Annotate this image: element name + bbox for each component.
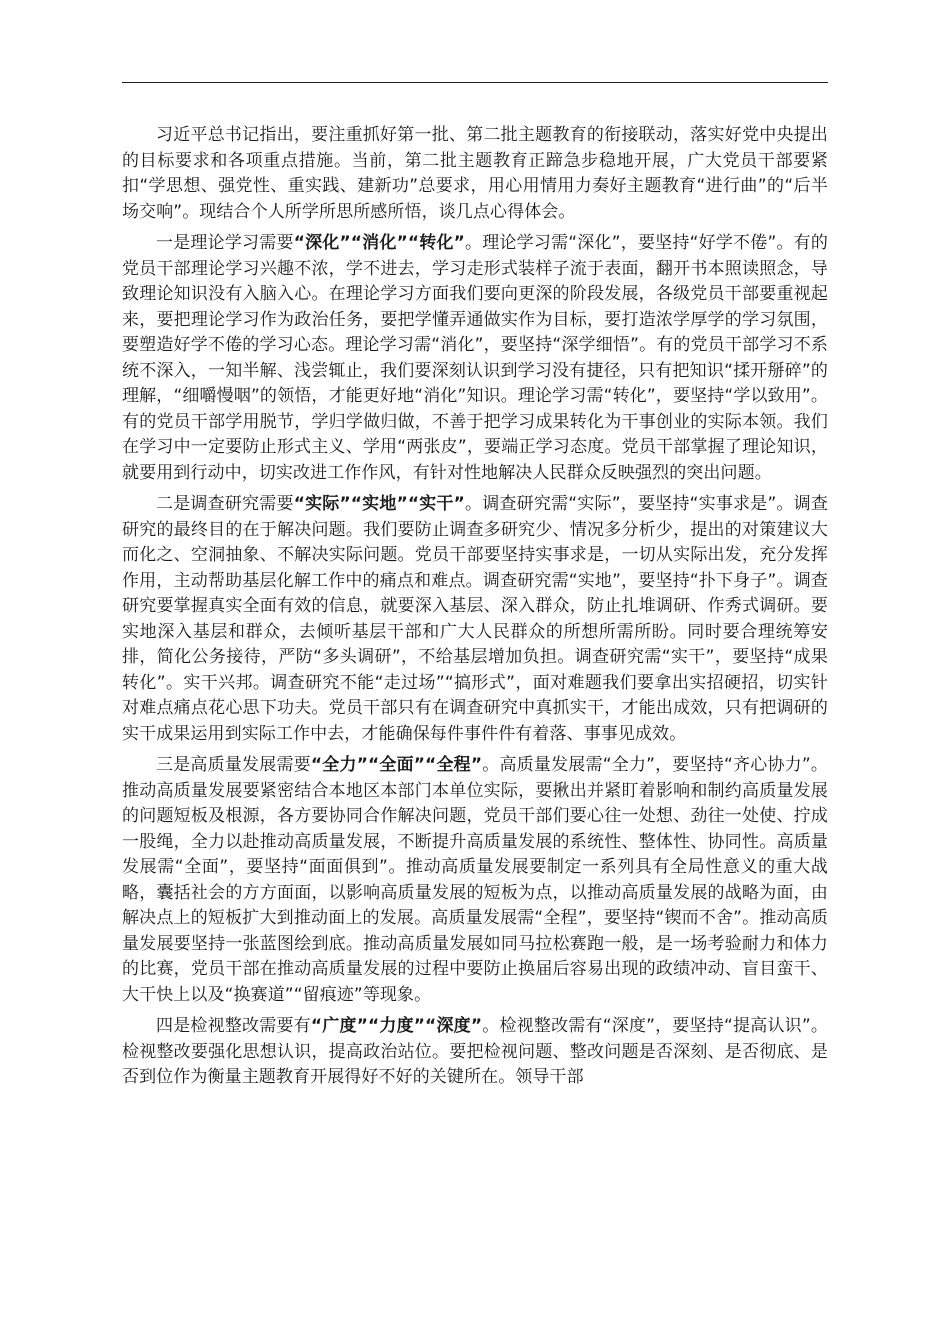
paragraph-body: 。调查研究需“实际”，要坚持“实事求是”。调查研究的最终目的在于解决问题。我们要防止调查多研究少、情况多分析少，提出的对策建议大而化之、空洞抽象、不解决实际问题。党员干部要坚持实事求是，一切从实际出发，充分发挥作用，主动帮助基层化解工作中的痛点和难点。调查研究需“实地”，要坚持“扑下身子”。调查研究要掌握真实全面有效的信息，就要深入基层、深入群众，防止扎堆调研、作秀式调研。要实地深入基层和群众，去倾听基层干部和广大人民群众的所想所需所盼。同时要合理统筹安排，简化公务接待，严防“多头调研”，不给基层增加负担。调查研究需“实干”，要坚持“成果转化”。实干兴邦。调查研究不能“走过场”“搞形式”，面对难题我们要拿出实招硬招，切实针对难点痛点花心思下功夫。党员干部只有在调查研究中真抓实干，才能出成效，只有把调研的实干成果运用到实际工作中去，才能确保每件事件件有着落、事事见成效。: [122, 494, 828, 744]
header-rule: [122, 82, 828, 83]
paragraph-lead: 三是高质量发展需要: [156, 755, 311, 775]
paragraph-keywords: “全力”“全面”“全程”: [310, 755, 483, 775]
paragraph-body: 。高质量发展需“全力”，要坚持“齐心协力”。推动高质量发展要紧密结合本地区本部门本单位实际，要揪出并紧盯着影响和制约高质量发展的问题短板及根源，各方要协同合作解决问题，党员干部们要心往一处想、劲往一处使、拧成一股绳，全力以赴推动高质量发展，不断提升高质量发展的系统性、整体性、协同性。高质量发展需“全面”，要坚持“面面俱到”。推动高质量发展要制定一系列具有全局性意义的重大战略，囊括社会的方方面面，以影响高质量发展的短板为点，以推动高质量发展的战略为面，由解决点上的短板扩大到推动面上的发展。高质量发展需“全程”，要坚持“锲而不舍”。推动高质量发展要坚持一张蓝图绘到底。推动高质量发展如同马拉松赛跑一般，是一场考验耐力和体力的比赛，党员干部在推动高质量发展的过程中要防止换届后容易出现的政绩冲动、盲目蛮干、大干快上以及“换赛道”“留痕迹”等现象。: [122, 755, 828, 1005]
document-body: [122, 123, 828, 1097]
paragraph-lead: 一是理论学习需要: [156, 233, 294, 253]
paragraph-body: 习近平总书记指出，要注重抓好第一批、第二批主题教育的衔接联动，落实好党中央提出的目标要求和各项重点措施。当前，第二批主题教育正蹄急步稳地开展，广大党员干部要紧扣“学思想、强党性、重实践、建新功”总要求，用心用情用力奏好主题教育“进行曲”的“后半场交响”。现结合个人所学所思所感所悟，谈几点心得体会。: [122, 125, 828, 222]
paragraph-keywords: “深化”“消化”“转化”: [293, 233, 465, 253]
paragraph-keywords: “广度”“力度”“深度”: [310, 1016, 483, 1036]
paragraph-lead: 四是检视整改需要有: [156, 1016, 311, 1036]
paragraph-rectification: [122, 1014, 828, 1091]
paragraph-body: 。理论学习需“深化”，要坚持“好学不倦”。有的党员干部理论学习兴趣不浓，学不进去，学习走形式装样子流于表面，翻开书本照读照念，导致理论知识没有入脑入心。在理论学习方面我们要向更深的阶段发展，各级党员干部要重视起来，要把理论学习作为政治任务，要把学懂弄通做实作为目标，要打造浓学厚学的学习氛围，要塑造好学不倦的学习心态。理论学习需“消化”，要坚持“深学细悟”。有的党员干部学习不系统不深入，一知半解、浅尝辄止，我们要深刻认识到学习没有捷径，只有把知识“揉开掰碎”的理解，“细嚼慢咽”的领悟，才能更好地“消化”知识。理论学习需“转化”，要坚持“学以致用”。有的党员干部学用脱节，学归学做归做，不善于把学习成果转化为干事创业的实际本领。我们在学习中一定要防止形式主义、学用“两张皮”，要端正学习态度。党员干部掌握了理论知识，就要用到行动中，切实改进工作作风，有针对性地解决人民群众反映强烈的突出问题。: [122, 233, 828, 483]
paragraph-development: [122, 753, 828, 1008]
paragraph-intro: [122, 123, 828, 225]
paragraph-body: 。检视整改需有“深度”，要坚持“提高认识”。检视整改要强化思想认识，提高政治站位。要把检视问题、整改问题是否深刻、是否彻底、是否到位作为衡量主题教育开展得好不好的关键所在。领导干部: [122, 1016, 828, 1087]
paragraph-theory-study: [122, 231, 828, 486]
paragraph-keywords: “实际”“实地”“实干”: [293, 494, 465, 514]
paragraph-research: [122, 492, 828, 747]
paragraph-lead: 二是调查研究需要: [156, 494, 294, 514]
